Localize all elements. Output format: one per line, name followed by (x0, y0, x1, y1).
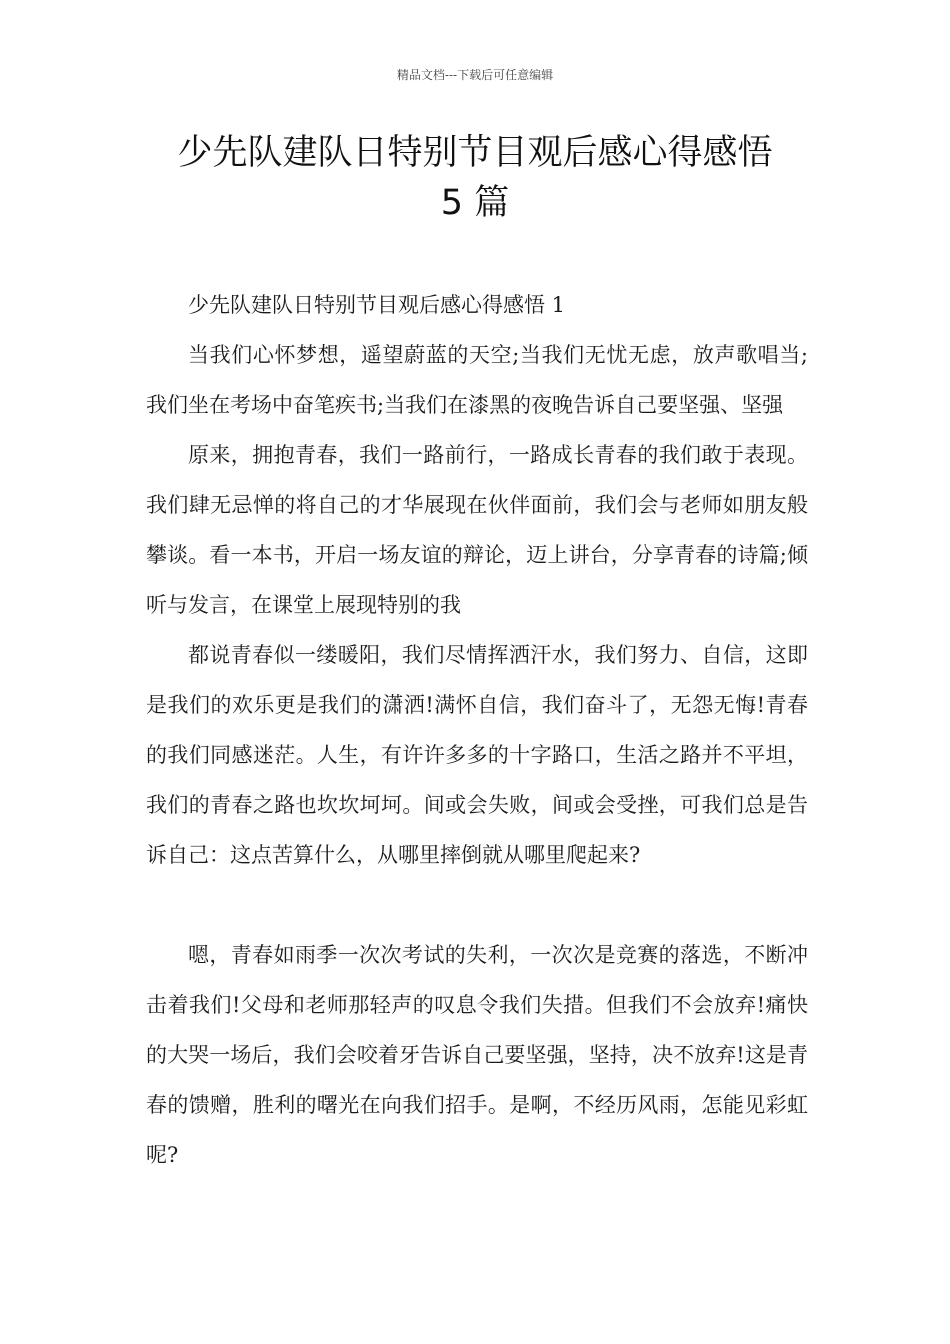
document-title (0, 128, 950, 228)
paragraph-4: 嗯，青春如雨季一次次考试的失利，一次次是竞赛的落选，不断冲击着我们!父母和老师那轻声的叹息令我们失措。但我们不会放弃!痛快的大哭一场后，我们会咬着牙告诉自己要坚强，坚持，决不放弃!这是青春的馈赠，胜利的曙光在向我们招手。是啊，不经历风雨，怎能见彩虹呢? (146, 943, 808, 1167)
document-title-line-2: 5 篇 (440, 183, 510, 223)
paragraph-1: 当我们心怀梦想，遥望蔚蓝的天空;当我们无忧无虑，放声歌唱当;我们坐在考场中奋笔疾书;当我们在漆黑的夜晚告诉自己要坚强、坚强 (146, 343, 808, 417)
document-body (146, 280, 808, 1180)
section-heading: 少先队建队日特别节目观后感心得感悟 1 (188, 293, 566, 317)
paragraph-3: 都说青春似一缕暖阳，我们尽情挥洒汗水，我们努力、自信，这即是我们的欢乐更是我们的潇洒!满怀自信，我们奋斗了，无怨无悔!青春的我们同感迷茫。人生，有许许多多的十字路口，生活之路并不平坦，我们的青春之路也坎坎坷坷。间或会失败，间或会受挫，可我们总是告诉自己：这点苦算什么，从哪里摔倒就从哪里爬起来? (146, 643, 808, 867)
document-title-line-1: 少先队建队日特别节目观后感心得感悟 (177, 133, 773, 173)
paragraph-2: 原来，拥抱青春，我们一路前行，一路成长青春的我们敢于表现。我们肆无忌惮的将自己的才华展现在伙伴面前，我们会与老师如朋友般攀谈。看一本书，开启一场友谊的辩论，迈上讲台，分享青春的诗篇;倾听与发言，在课堂上展现特别的我 (146, 443, 808, 617)
page-header-note: 精品文档---下载后可任意编辑 (396, 68, 554, 82)
paragraph-gap (146, 880, 808, 930)
